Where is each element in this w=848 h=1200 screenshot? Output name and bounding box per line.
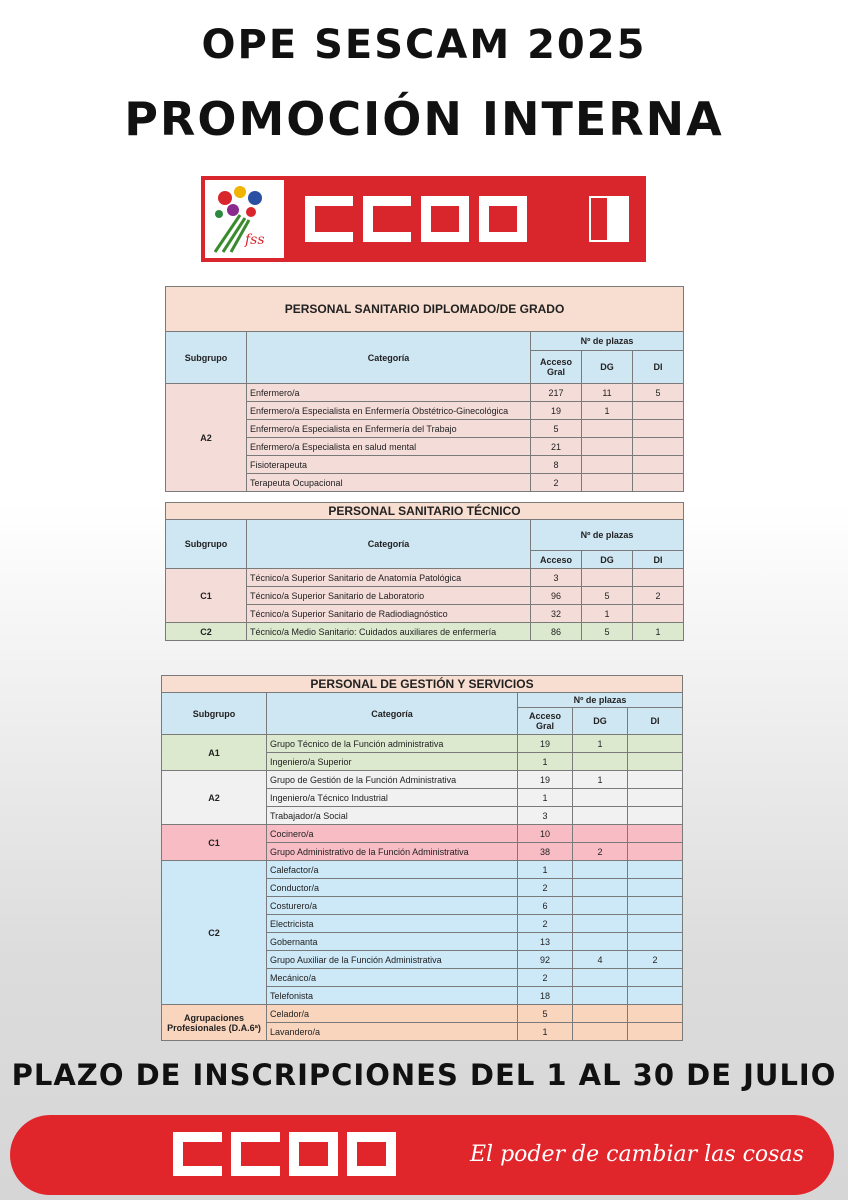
dg-cell [573, 861, 628, 879]
table-gestion [161, 675, 683, 1041]
col-categoria: Categoría [267, 693, 518, 735]
di-cell [628, 915, 683, 933]
col-categoria: Categoría [247, 520, 531, 569]
dg-cell [582, 569, 633, 587]
acceso-cell: 19 [531, 402, 582, 420]
col-nplazas: Nº de plazas [531, 332, 684, 351]
di-cell [628, 789, 683, 807]
group-cell: Agrupaciones Profesionales (D.A.6ª) [162, 1005, 267, 1041]
di-cell [633, 420, 684, 438]
cat-cell: Trabajador/a Social [267, 807, 518, 825]
di-cell [628, 879, 683, 897]
col-subgrupo: Subgrupo [162, 693, 267, 735]
dg-cell [573, 933, 628, 951]
di-cell: 1 [633, 623, 684, 641]
di-cell: 2 [633, 587, 684, 605]
table-tecnico [165, 502, 684, 641]
dg-cell [582, 438, 633, 456]
table-title: PERSONAL DE GESTIÓN Y SERVICIOS [162, 676, 683, 693]
col-dg: DG [573, 708, 628, 735]
cat-cell: Grupo Técnico de la Función administrativa [267, 735, 518, 753]
cat-cell: Telefonista [267, 987, 518, 1005]
cat-cell: Grupo de Gestión de la Función Administrativa [267, 771, 518, 789]
cat-cell: Enfermero/a [247, 384, 531, 402]
di-cell [628, 861, 683, 879]
cat-cell: Celador/a [267, 1005, 518, 1023]
group-cell: C2 [162, 861, 267, 1005]
di-cell [628, 969, 683, 987]
dg-cell [573, 753, 628, 771]
di-cell [628, 843, 683, 861]
di-cell [633, 605, 684, 623]
acceso-cell: 18 [518, 987, 573, 1005]
dg-cell: 11 [582, 384, 633, 402]
di-cell [628, 825, 683, 843]
acceso-cell: 2 [518, 879, 573, 897]
acceso-cell: 19 [518, 735, 573, 753]
acceso-cell: 2 [518, 915, 573, 933]
acceso-cell: 96 [531, 587, 582, 605]
di-cell [633, 569, 684, 587]
col-di: DI [628, 708, 683, 735]
acceso-cell: 13 [518, 933, 573, 951]
cat-cell: Técnico/a Medio Sanitario: Cuidados auxiliares de enfermería [247, 623, 531, 641]
cat-cell: Lavandero/a [267, 1023, 518, 1041]
dg-cell: 2 [573, 843, 628, 861]
cat-cell: Cocinero/a [267, 825, 518, 843]
acceso-cell: 3 [518, 807, 573, 825]
dg-cell [573, 969, 628, 987]
col-di: DI [633, 351, 684, 384]
dg-cell: 1 [582, 402, 633, 420]
acceso-cell: 1 [518, 789, 573, 807]
cat-cell: Enfermero/a Especialista en salud mental [247, 438, 531, 456]
dg-cell [573, 1005, 628, 1023]
cat-cell: Grupo Administrativo de la Función Administrativa [267, 843, 518, 861]
group-cell: A2 [166, 384, 247, 492]
group-cell: C1 [162, 825, 267, 861]
dg-cell: 5 [582, 587, 633, 605]
acceso-cell: 3 [531, 569, 582, 587]
di-cell [628, 753, 683, 771]
ccoo-fss-logo [201, 176, 646, 262]
di-cell [628, 933, 683, 951]
dg-cell: 1 [573, 771, 628, 789]
di-cell: 5 [633, 384, 684, 402]
acceso-cell: 217 [531, 384, 582, 402]
dg-cell: 4 [573, 951, 628, 969]
plazo-inscripciones: PLAZO DE INSCRIPCIONES DEL 1 AL 30 DE JULIO [11, 1058, 837, 1092]
cat-cell: Terapeuta Ocupacional [247, 474, 531, 492]
cat-cell: Electricista [267, 915, 518, 933]
acceso-cell: 1 [518, 753, 573, 771]
acceso-cell: 86 [531, 623, 582, 641]
dg-cell [573, 825, 628, 843]
col-acceso: Acceso Gral [518, 708, 573, 735]
di-cell [628, 1023, 683, 1041]
di-cell [633, 474, 684, 492]
table-diplomado [165, 286, 684, 492]
di-cell [628, 987, 683, 1005]
group-cell: A1 [162, 735, 267, 771]
cat-cell: Calefactor/a [267, 861, 518, 879]
acceso-cell: 5 [531, 420, 582, 438]
di-cell [633, 402, 684, 420]
acceso-cell: 1 [518, 861, 573, 879]
col-dg: DG [582, 351, 633, 384]
footer-banner [10, 1115, 834, 1195]
acceso-cell: 19 [518, 771, 573, 789]
dg-cell: 5 [582, 623, 633, 641]
page-title-line1: OPE SESCAM 2025 [201, 22, 647, 68]
castilla-la-mancha-flag [589, 196, 629, 242]
fss-flower-logo [205, 180, 284, 258]
acceso-cell: 2 [518, 969, 573, 987]
col-categoria: Categoría [247, 332, 531, 384]
cat-cell: Técnico/a Superior Sanitario de Laboratorio [247, 587, 531, 605]
dg-cell [582, 474, 633, 492]
di-cell [628, 771, 683, 789]
col-di: DI [633, 551, 684, 569]
ccoo-letters [305, 196, 527, 242]
di-cell [628, 897, 683, 915]
group-cell: C1 [166, 569, 247, 623]
cat-cell: Grupo Auxiliar de la Función Administrativa [267, 951, 518, 969]
di-cell [633, 438, 684, 456]
acceso-cell: 5 [518, 1005, 573, 1023]
acceso-cell: 32 [531, 605, 582, 623]
page-title-line2: PROMOCIÓN INTERNA [124, 92, 724, 146]
col-nplazas: Nº de plazas [531, 520, 684, 551]
dg-cell [573, 987, 628, 1005]
cat-cell: Ingeniero/a Superior [267, 753, 518, 771]
dg-cell: 1 [573, 735, 628, 753]
col-subgrupo: Subgrupo [166, 332, 247, 384]
dg-cell [582, 420, 633, 438]
acceso-cell: 6 [518, 897, 573, 915]
cat-cell: Técnico/a Superior Sanitario de Anatomía Patológica [247, 569, 531, 587]
dg-cell [573, 1023, 628, 1041]
di-cell [633, 456, 684, 474]
col-dg: DG [582, 551, 633, 569]
footer-ccoo-logo [173, 1132, 396, 1176]
dg-cell [573, 789, 628, 807]
acceso-cell: 21 [531, 438, 582, 456]
cat-cell: Enfermero/a Especialista en Enfermería del Trabajo [247, 420, 531, 438]
acceso-cell: 38 [518, 843, 573, 861]
cat-cell: Fisioterapeuta [247, 456, 531, 474]
cat-cell: Mecánico/a [267, 969, 518, 987]
acceso-cell: 8 [531, 456, 582, 474]
cat-cell: Conductor/a [267, 879, 518, 897]
cat-cell: Técnico/a Superior Sanitario de Radiodiagnóstico [247, 605, 531, 623]
acceso-cell: 2 [531, 474, 582, 492]
col-acceso: Acceso Gral [531, 351, 582, 384]
dg-cell: 1 [582, 605, 633, 623]
cat-cell: Gobernanta [267, 933, 518, 951]
cat-cell: Ingeniero/a Técnico Industrial [267, 789, 518, 807]
cat-cell: Costurero/a [267, 897, 518, 915]
dg-cell [573, 807, 628, 825]
dg-cell [573, 915, 628, 933]
col-acceso: Acceso [531, 551, 582, 569]
acceso-cell: 10 [518, 825, 573, 843]
group-cell: C2 [166, 623, 247, 641]
dg-cell [573, 879, 628, 897]
fss-text: fss [245, 232, 265, 248]
group-cell: A2 [162, 771, 267, 825]
cat-cell: Enfermero/a Especialista en Enfermería Obstétrico-Ginecológica [247, 402, 531, 420]
dg-cell [573, 897, 628, 915]
footer-slogan: El poder de cambiar las cosas [470, 1142, 804, 1167]
col-nplazas: Nº de plazas [518, 693, 683, 708]
col-subgrupo: Subgrupo [166, 520, 247, 569]
table-title: PERSONAL SANITARIO TÉCNICO [166, 503, 684, 520]
di-cell [628, 735, 683, 753]
di-cell [628, 807, 683, 825]
di-cell: 2 [628, 951, 683, 969]
dg-cell [582, 456, 633, 474]
acceso-cell: 1 [518, 1023, 573, 1041]
acceso-cell: 92 [518, 951, 573, 969]
table-title: PERSONAL SANITARIO DIPLOMADO/DE GRADO [166, 287, 684, 332]
di-cell [628, 1005, 683, 1023]
